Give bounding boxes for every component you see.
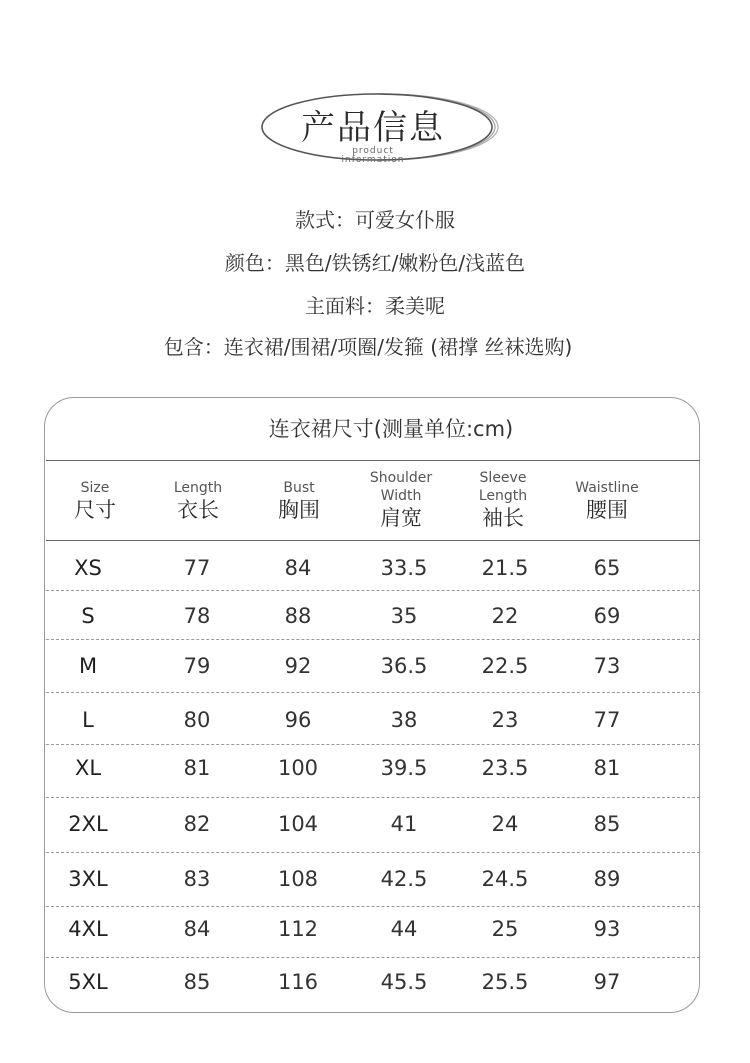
cell-length: 79 (183, 654, 211, 678)
header-bust-zh: 胸围 (278, 498, 320, 522)
header-shoulder-en1: Shoulder (369, 470, 433, 486)
cell-bust: 104 (277, 812, 319, 836)
info-color: 颜色：黑色/铁锈红/嫩粉色/浅蓝色 (224, 251, 526, 275)
cell-waist: 73 (593, 654, 621, 678)
cell-shoulder: 36.5 (380, 654, 428, 678)
cell-size: 2XL (68, 812, 108, 836)
cell-length: 77 (183, 556, 211, 580)
cell-sleeve: 23.5 (481, 756, 529, 780)
page-subtitle (255, 147, 491, 165)
row-divider (46, 639, 700, 640)
cell-bust: 88 (284, 604, 312, 628)
info-fabric: 主面料：柔美呢 (305, 294, 445, 318)
cell-size: 5XL (68, 970, 108, 994)
header-shoulder-zh: 肩宽 (380, 506, 422, 530)
cell-sleeve: 21.5 (481, 556, 529, 580)
header-length-en: Length (173, 480, 223, 496)
header-waist-en: Waistline (575, 480, 639, 496)
info-includes: 包含：连衣裙/围裙/项圈/发箍 (裙撑 丝袜选购) (163, 335, 573, 359)
cell-waist: 65 (593, 556, 621, 580)
page-title: 产品信息 (301, 108, 445, 148)
header-shoulder-en2: Width (380, 488, 422, 504)
cell-bust: 92 (284, 654, 312, 678)
header-sleeve-zh: 袖长 (482, 506, 524, 530)
cell-size: M (78, 654, 98, 678)
cell-sleeve: 22.5 (481, 654, 529, 678)
row-divider (46, 906, 700, 907)
cell-bust: 84 (284, 556, 312, 580)
cell-waist: 93 (593, 917, 621, 941)
cell-waist: 69 (593, 604, 621, 628)
cell-length: 82 (183, 812, 211, 836)
cell-size: XS (74, 556, 102, 580)
cell-sleeve: 25 (491, 917, 519, 941)
header-length-zh: 衣长 (177, 498, 219, 522)
row-divider (46, 692, 700, 693)
row-divider (46, 590, 700, 591)
cell-shoulder: 45.5 (380, 970, 428, 994)
product-info-badge (255, 85, 505, 170)
cell-bust: 108 (277, 867, 319, 891)
cell-sleeve: 25.5 (481, 970, 529, 994)
row-divider (46, 744, 700, 745)
header-sleeve-en1: Sleeve (479, 470, 527, 486)
row-divider (46, 852, 700, 853)
cell-shoulder: 44 (390, 917, 418, 941)
header-shoulder (346, 469, 456, 531)
header-waist-zh: 腰围 (586, 498, 628, 522)
cell-sleeve: 24 (491, 812, 519, 836)
size-table-title: 连衣裙尺寸(测量单位:cm) (268, 417, 514, 441)
header-sleeve (448, 469, 558, 531)
cell-waist: 97 (593, 970, 621, 994)
cell-length: 83 (183, 867, 211, 891)
cell-length: 85 (183, 970, 211, 994)
cell-bust: 116 (277, 970, 319, 994)
cell-sleeve: 23 (491, 708, 519, 732)
header-size-zh: 尺寸 (74, 498, 116, 522)
table-header-divider (46, 540, 700, 541)
cell-length: 84 (183, 917, 211, 941)
page-subtitle-line2: information (341, 155, 405, 165)
cell-sleeve: 22 (491, 604, 519, 628)
cell-bust: 112 (277, 917, 319, 941)
cell-length: 80 (183, 708, 211, 732)
table-title-divider (46, 460, 700, 461)
header-sleeve-en2: Length (478, 488, 528, 504)
header-bust-en: Bust (283, 480, 315, 496)
cell-waist: 77 (593, 708, 621, 732)
info-style: 款式：可爱女仆服 (295, 208, 455, 232)
header-length (143, 479, 253, 523)
cell-size: 4XL (68, 917, 108, 941)
cell-shoulder: 42.5 (380, 867, 428, 891)
header-size-en: Size (80, 480, 110, 496)
cell-waist: 81 (593, 756, 621, 780)
cell-size: 3XL (68, 867, 108, 891)
cell-waist: 85 (593, 812, 621, 836)
cell-size: XL (74, 756, 102, 780)
cell-length: 78 (183, 604, 211, 628)
cell-size: L (82, 708, 94, 732)
header-waist (552, 479, 662, 523)
cell-sleeve: 24.5 (481, 867, 529, 891)
cell-shoulder: 33.5 (380, 556, 428, 580)
cell-bust: 100 (277, 756, 319, 780)
cell-shoulder: 39.5 (380, 756, 428, 780)
cell-size: S (81, 604, 95, 628)
row-divider (46, 797, 700, 798)
cell-shoulder: 35 (390, 604, 418, 628)
page-subtitle-line1: product (352, 146, 394, 156)
cell-length: 81 (183, 756, 211, 780)
header-size (40, 479, 150, 523)
cell-shoulder: 41 (390, 812, 418, 836)
cell-shoulder: 38 (390, 708, 418, 732)
cell-bust: 96 (284, 708, 312, 732)
cell-waist: 89 (593, 867, 621, 891)
header-bust (244, 479, 354, 523)
row-divider (46, 957, 700, 958)
